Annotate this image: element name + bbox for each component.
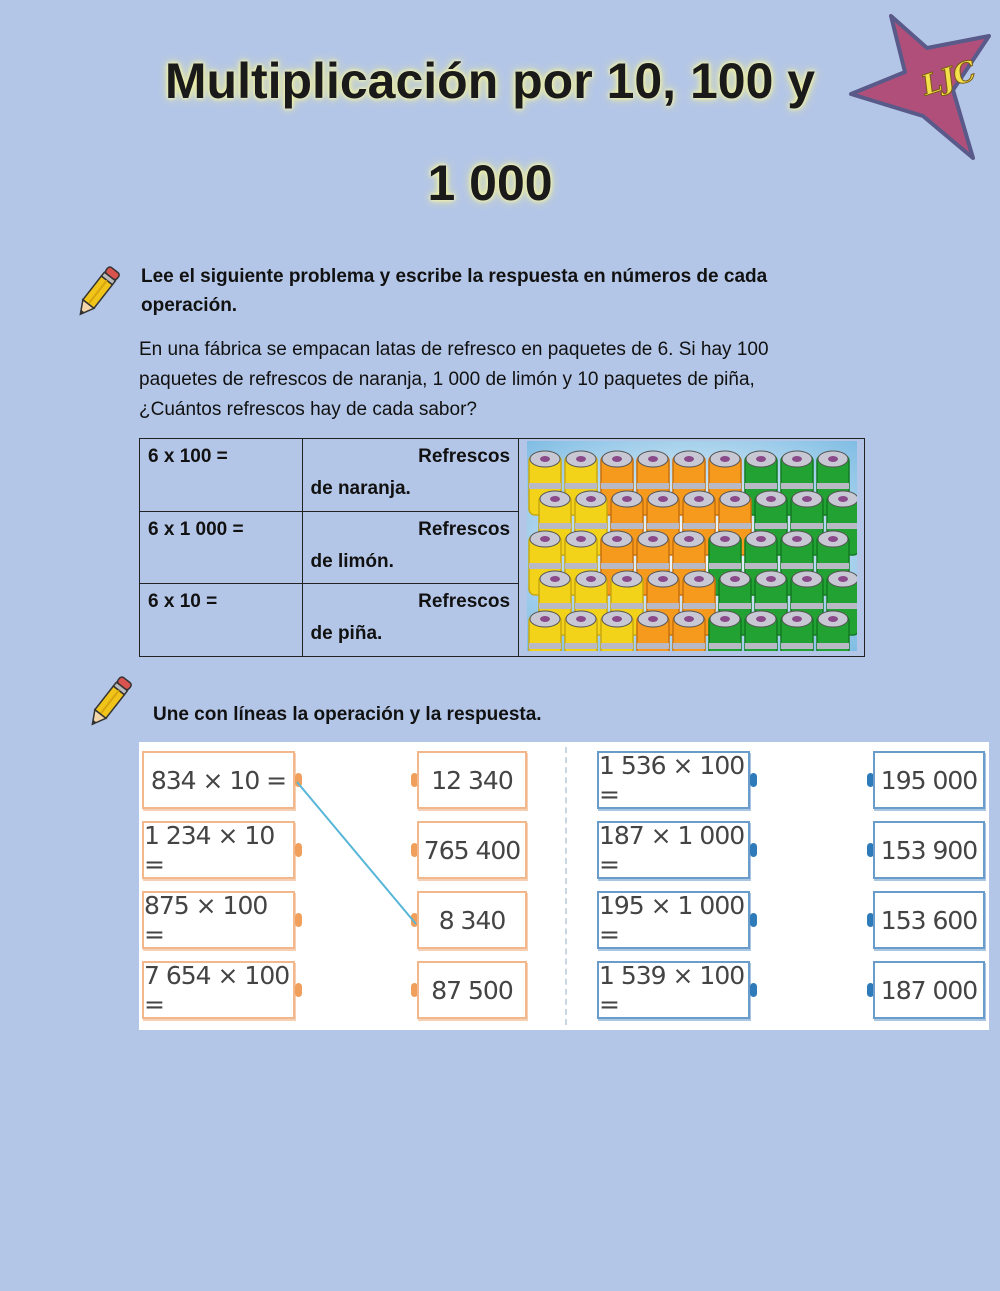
can-tab — [730, 576, 740, 582]
can-band — [791, 603, 823, 609]
can-tab — [658, 576, 668, 582]
can-band — [575, 603, 607, 609]
can-tab — [586, 576, 596, 582]
can-tab — [766, 576, 776, 582]
left-operation-box[interactable]: 1 234 × 10 = — [142, 821, 295, 879]
can-tab — [720, 536, 730, 542]
can-tab — [540, 456, 550, 462]
can-tab — [802, 576, 812, 582]
operation-cell: 6 x 10 = — [140, 584, 303, 657]
left-answer-box[interactable]: 87 500 — [417, 961, 527, 1019]
problem-line1: En una fábrica se empacan latas de refresco en paquetes de 6. Si hay 100 — [139, 339, 769, 360]
left-operation-box[interactable]: 7 654 × 100 = — [142, 961, 295, 1019]
answer-label: Refrescos — [418, 446, 511, 467]
connector-dot[interactable] — [750, 913, 757, 927]
can-tab — [576, 456, 586, 462]
can-band — [745, 643, 777, 649]
can-tab — [828, 616, 838, 622]
problem-line3: ¿Cuántos refrescos hay de cada sabor? — [139, 399, 477, 420]
dashed-divider — [565, 747, 567, 1025]
can-band — [817, 563, 849, 569]
answer-cell[interactable] — [302, 584, 519, 657]
connector-dot[interactable] — [295, 843, 302, 857]
can-band — [601, 643, 633, 649]
can-band — [817, 643, 849, 649]
right-answer-box[interactable]: 187 000 — [873, 961, 985, 1019]
can-tab — [730, 496, 740, 502]
can-tab — [684, 616, 694, 622]
can-tab — [622, 576, 632, 582]
can-tab — [648, 536, 658, 542]
can-tab — [648, 616, 658, 622]
can-band — [827, 523, 857, 529]
right-answer-box[interactable]: 153 600 — [873, 891, 985, 949]
can-band — [683, 523, 715, 529]
table-row — [140, 439, 865, 512]
left-answer-box[interactable]: 8 340 — [417, 891, 527, 949]
can-band — [745, 483, 777, 489]
can-band — [539, 523, 571, 529]
answer-flavor: de piña. — [310, 623, 383, 645]
can-tab — [540, 536, 550, 542]
right-operation-box[interactable]: 1 536 × 100 = — [597, 751, 750, 809]
right-operation-box[interactable]: 187 × 1 000 = — [597, 821, 750, 879]
connector-dot[interactable] — [750, 773, 757, 787]
can-band — [755, 603, 787, 609]
answer-table — [139, 438, 865, 657]
can-tab — [694, 496, 704, 502]
page-title: Multiplicación por 10, 100 y — [164, 53, 816, 109]
can-band — [611, 523, 643, 529]
answer-flavor: de limón. — [310, 550, 394, 572]
can-band — [683, 603, 715, 609]
can-band — [709, 483, 741, 489]
answer-cell[interactable] — [302, 511, 519, 584]
can-tab — [756, 616, 766, 622]
answer-flavor: de naranja. — [310, 478, 411, 499]
can-tab — [756, 456, 766, 462]
can-band — [673, 483, 705, 489]
connector-dot[interactable] — [750, 983, 757, 997]
can-band — [637, 483, 669, 489]
can-tab — [576, 536, 586, 542]
can-band — [529, 643, 561, 649]
can-band — [539, 603, 571, 609]
can-band — [719, 603, 751, 609]
can-band — [781, 483, 813, 489]
can-tab — [720, 616, 730, 622]
connector-dot[interactable] — [295, 773, 302, 787]
can-band — [709, 563, 741, 569]
can-band — [637, 643, 669, 649]
can-tab — [540, 616, 550, 622]
can-tab — [684, 536, 694, 542]
can-tab — [694, 576, 704, 582]
left-answer-box[interactable]: 765 400 — [417, 821, 527, 879]
answer-label: Refrescos — [418, 518, 511, 540]
can-tab — [766, 496, 776, 502]
can-band — [611, 603, 643, 609]
can-band — [817, 483, 849, 489]
can-band — [673, 643, 705, 649]
can-band — [601, 563, 633, 569]
match-line — [297, 782, 416, 924]
image-cell — [519, 439, 865, 657]
connector-dot[interactable] — [295, 983, 302, 997]
answer-cell[interactable] — [302, 439, 519, 512]
page-title-line2: 1 000 — [427, 155, 553, 211]
can-tab — [658, 496, 668, 502]
can-band — [565, 563, 597, 569]
can-tab — [648, 456, 658, 462]
can-band — [647, 523, 679, 529]
can-tab — [612, 536, 622, 542]
can-band — [575, 523, 607, 529]
operation-cell: 6 x 100 = — [140, 439, 303, 512]
can-band — [827, 603, 857, 609]
can-tab — [838, 576, 848, 582]
left-answer-box[interactable]: 12 340 — [417, 751, 527, 809]
matching-exercise — [139, 742, 989, 1030]
right-operation-box[interactable]: 1 539 × 100 = — [597, 961, 750, 1019]
pencil-icon — [78, 672, 140, 734]
can-tab — [586, 496, 596, 502]
can-band — [755, 523, 787, 529]
right-operation-box[interactable]: 195 × 1 000 = — [597, 891, 750, 949]
can-band — [781, 563, 813, 569]
can-tab — [828, 536, 838, 542]
can-tab — [720, 456, 730, 462]
can-tab — [792, 456, 802, 462]
pencil-icon — [66, 262, 128, 324]
can-tab — [550, 576, 560, 582]
can-tab — [792, 616, 802, 622]
can-band — [781, 643, 813, 649]
right-answer-box[interactable]: 195 000 — [873, 751, 985, 809]
right-answer-box[interactable]: 153 900 — [873, 821, 985, 879]
connector-dot[interactable] — [295, 913, 302, 927]
instruction-1-line1: Lee el siguiente problema y escribe la respuesta en números de cada — [141, 266, 768, 287]
can-band — [529, 483, 561, 489]
can-tab — [802, 496, 812, 502]
soda-cans-image — [527, 441, 857, 651]
answer-label: Refrescos — [418, 591, 511, 613]
can-band — [647, 603, 679, 609]
can-band — [529, 563, 561, 569]
can-band — [565, 483, 597, 489]
instruction-2: Une con líneas la operación y la respuesta. — [153, 704, 542, 725]
can-tab — [612, 616, 622, 622]
can-tab — [576, 616, 586, 622]
can-band — [719, 523, 751, 529]
left-operation-box[interactable]: 875 × 100 = — [142, 891, 295, 949]
star-logo — [843, 8, 995, 160]
can-tab — [684, 456, 694, 462]
instruction-1-line2: operación. — [141, 295, 238, 316]
can-tab — [838, 496, 848, 502]
connector-dot[interactable] — [750, 843, 757, 857]
operation-cell: 6 x 1 000 = — [140, 511, 303, 584]
can-tab — [756, 536, 766, 542]
can-tab — [792, 536, 802, 542]
can-tab — [612, 456, 622, 462]
can-tab — [828, 456, 838, 462]
can-band — [637, 563, 669, 569]
can-band — [601, 483, 633, 489]
can-band — [709, 643, 741, 649]
can-tab — [550, 496, 560, 502]
can-band — [745, 563, 777, 569]
can-band — [565, 643, 597, 649]
can-band — [673, 563, 705, 569]
can-band — [791, 523, 823, 529]
problem-line2: paquetes de refrescos de naranja, 1 000 de limón y 10 paquetes de piña, — [139, 369, 755, 390]
can-tab — [622, 496, 632, 502]
left-operation-box[interactable]: 834 × 10 = — [142, 751, 295, 809]
logo-text: LJC — [917, 53, 981, 103]
